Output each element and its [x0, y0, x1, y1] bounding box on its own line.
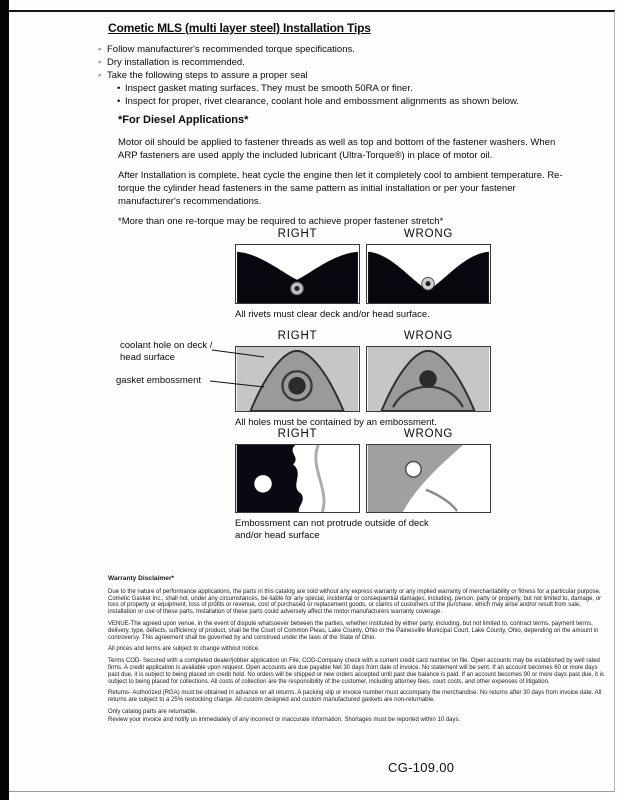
wrong-label: WRONG: [403, 228, 454, 240]
diagram-labels: [235, 330, 491, 342]
diagram-panels: [235, 346, 491, 412]
wrong-label: WRONG: [403, 428, 454, 440]
diagram-labels: [235, 428, 491, 440]
diagram-row-embossment: [235, 330, 491, 429]
open-bullet-marker: ◦: [98, 57, 102, 68]
right-label: RIGHT: [277, 428, 318, 440]
legal-paragraph: All prices and terms are subject to change without notice.: [108, 646, 260, 653]
diagram-row-protrusion: [235, 428, 491, 541]
tip-item: [98, 43, 588, 56]
protrusion-wrong-diagram: [366, 444, 491, 513]
tip-text: Dry installation is recommended.: [107, 57, 245, 68]
retorque-note: *More than one re-torque may be required to achieve proper fastener stretch*: [118, 216, 444, 227]
tip-text: Inspect for proper, rivet clearance, coolant hole and embossment alignments as shown below.: [125, 96, 519, 107]
diesel-applications-section: [118, 114, 570, 235]
callout-coolant-hole: coolant hole on deck / head surface: [120, 340, 213, 363]
rivet-wrong-diagram: [366, 244, 491, 304]
wrong-label: WRONG: [403, 330, 454, 342]
diagram-caption: Embossment can not protrude outside of deck and/or head surface: [235, 518, 429, 541]
solid-bullet-marker: •: [117, 83, 121, 94]
solid-bullet-marker: •: [117, 96, 121, 107]
legal-paragraph: Returns- Authorized (RGA) must be obtained in advance on all returns. A packing slip or invoice number must accompany the merchandise. No returns after 30 days from invoice date. All returns are subject to a 25% restocking charge. All custom designed and custom manufactured gaskets are non-returnable.: [108, 690, 602, 704]
embossment-wrong-diagram: [366, 346, 491, 412]
legal-paragraph: Only catalog parts are returnable.: [108, 708, 198, 715]
legal-paragraph: VENUE-The agreed upon venue, in the event of dispute whatsoever between the parties, whether instituted by either party, including, but not limited to, contract terms, payment terms, delivery, type, defects, sufficiency of product, shall be the Court of Common Pleas, Lake County, Ohio or the Painesville Municipal Court, Lake County, Ohio, depending on the amount in controversy. This agreement shall be governed by and construed under the laws of the State of Ohio.: [108, 620, 599, 641]
tip-sub-item: [117, 95, 588, 108]
tip-item: [98, 69, 588, 82]
warranty-disclaimer-heading: Warranty Disclaimer*: [108, 575, 175, 582]
tip-item: [98, 56, 588, 69]
diagram-panels: [235, 444, 491, 513]
right-label: RIGHT: [277, 228, 318, 240]
protrusion-right-diagram: [235, 444, 360, 513]
open-bullet-marker: ◦: [98, 70, 102, 81]
diagram-caption: All rivets must clear deck and/or head surface.: [235, 309, 430, 320]
diagram-panels: [235, 244, 491, 304]
diesel-heading: *For Diesel Applications*: [118, 114, 249, 126]
diagram-labels: [235, 228, 491, 240]
page-code: CG-109.00: [388, 760, 455, 775]
tip-text: Follow manufacturer's recommended torque specifications.: [107, 44, 355, 55]
diesel-paragraph: After Installation is complete, heat cycle the engine then let it completely cool to ambient temperature. Re-torque the cylinder head fasteners in the same pattern as initial installation or per your fastener manufacturer's recommendations.: [118, 170, 563, 207]
installation-tips-list: [98, 43, 588, 108]
tip-text: Take the following steps to assure a proper seal: [107, 70, 308, 81]
warranty-disclaimer-section: [108, 576, 608, 729]
diesel-paragraph: Motor oil should be applied to fastener threads as well as top and bottom of the fastener washers. When ARP fasteners are used apply the included lubricant (Ultra-Torque®) in place of motor oil.: [118, 137, 556, 161]
right-label: RIGHT: [277, 330, 318, 342]
callout-pointer-lines: [210, 344, 268, 392]
legal-paragraph: Review your invoice and notify us immediately of any incorrect or inaccurate information. Shortages must be reported within 10 days.: [108, 716, 461, 723]
open-bullet-marker: ◦: [98, 44, 102, 55]
tip-text: Inspect gasket mating surfaces. They must be smooth 50RA or finer.: [125, 83, 413, 94]
legal-paragraph: Terms COD- Secured with a completed dealer/jobber application on File, COD-Company check with a current credit card number on file. Open accounts may be established by well rated firms. A credit application is available upon request. Open accounts are due payable Net 30 days from date of invoice. No statement will be sent. If an account becomes 60 or more days past due, it is subject to being placed on credit hold. No orders will be shipped or new orders accepted until past due balance is paid. If an account becomes 90 or more days past due, it is subject to being placed for collections. All costs of collection are the responsibility of the customer, including attorney fees, court costs, and other expenses of litigation.: [108, 658, 604, 685]
diagram-caption: All holes must be contained by an embossment.: [235, 417, 437, 428]
callout-gasket-embossment: gasket embossment: [116, 375, 202, 386]
tip-sub-item: [117, 82, 588, 95]
page-title: Cometic MLS (multi layer steel) Installation Tips: [108, 21, 371, 35]
diagram-row-rivets: [235, 228, 491, 321]
rivet-right-diagram: [235, 244, 360, 304]
legal-paragraph: Due to the nature of performance applications, the parts in this catalog are sold without any express warranty or any implied warranty of merchantability or fitness for a particular purpose. Cometic Gasket Inc., shall not, under any circumstances, be liable for any special, incidental or consequential damages, including, person, party or property, but not limited to, damage, or loss of property or equipment, loss of profits or revenue, cost of purchased or replacement goods, or claims of customers of the purchase, which may arise and/or result from sale, installation or use of these parts. Installation of these parts could adversely affect the motor manufacturers warranty coverage.: [108, 588, 602, 616]
binding-spine-bar: [0, 0, 9, 800]
